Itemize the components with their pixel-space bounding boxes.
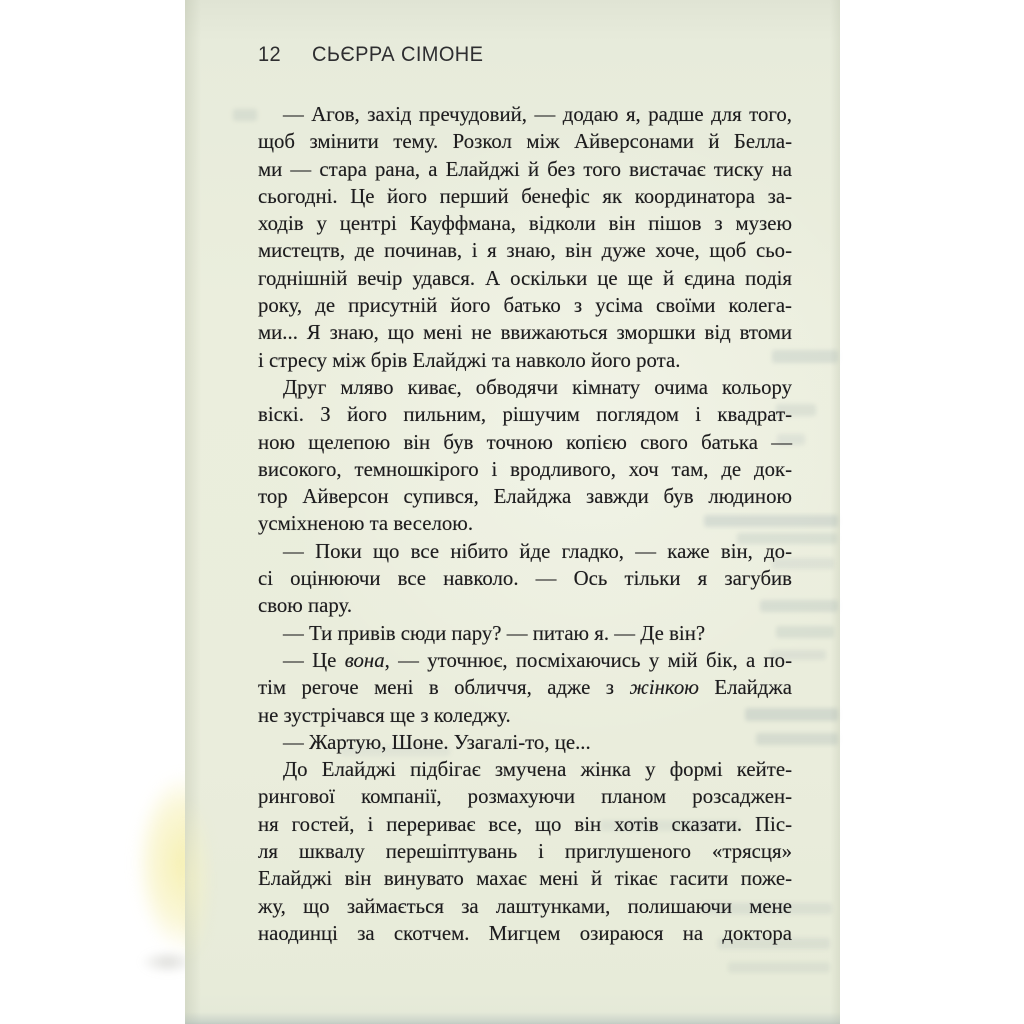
page-bottom-edge (185, 1012, 840, 1024)
book-page (185, 0, 840, 1024)
text-line: годнішній вечір удався. А оскільки це ще й єдина подія (258, 266, 792, 290)
text-line: сі оцінюючи все навколо. — Ось тільки я загубив (258, 567, 792, 591)
text-line: мистецтв, де починав, і я знаю, він дуже хоче, щоб сьо- (258, 239, 792, 263)
text-line: усміхненою та веселою. (258, 512, 474, 536)
light-reflection-on-page (185, 775, 237, 985)
paragraph (258, 756, 792, 947)
text-line: — Поки що все нібито йде гладко, — каже він, до- (283, 539, 792, 563)
text-line: свою пару. (258, 594, 353, 618)
text-line: Елайджі він винувато махає мені й тікає гасити поже- (258, 867, 792, 891)
page-number: 12 (258, 43, 282, 67)
paragraph (258, 374, 792, 538)
paragraph (258, 101, 792, 374)
text-line: — Жартую, Шоне. Узагалі-то, це... (283, 730, 591, 754)
text-line: не зустрічався ще з коледжу. (258, 703, 511, 727)
text-line: високого, темношкірого і вродливого, хоч там, де док- (258, 457, 792, 481)
page-header (258, 44, 483, 68)
text-line: ня гостей, і перериває все, що він хотів сказати. Піс- (258, 812, 792, 836)
text-line: ходів у центрі Кауффмана, відколи він пішов з музею (258, 212, 792, 236)
text-line: щоб змінити тему. Розкол між Айверсонами й Белла- (258, 130, 792, 154)
text-line: року, де присутній його батько з усіма своїми колега- (258, 294, 792, 318)
text-line: — Це вона, — уточнює, посміхаючись у мій бік, а по- (283, 648, 792, 672)
text-line: тор Айверсон супився, Елайджа завжди був людиною (258, 485, 792, 509)
text-block (258, 101, 792, 947)
text-line: До Елайджі підбігає змучена жінка у формі кейте- (283, 758, 792, 782)
text-line: — Ти привів сюди пару? — питаю я. — Де він? (283, 621, 706, 645)
paragraph (258, 647, 792, 729)
paragraph (258, 538, 792, 620)
text-line: ми — стара рана, а Елайджі й без того вистачає тиску на (258, 157, 792, 181)
text-line: жу, що займається за лаштунками, полишаючи мене (258, 894, 792, 918)
text-line: ля шквалу перешіптувань і приглушеного «трясця» (258, 840, 792, 864)
text-line: ною щелепою він був точною копією свого батька — (258, 430, 792, 454)
text-line: Друг мляво киває, обводячи кімнату очима кольору (283, 375, 792, 399)
text-line: сьогодні. Це його перший бенефіс як координатора за- (258, 184, 792, 208)
text-line: наодинці за скотчем. Мигцем озираюся на доктора (258, 921, 792, 945)
showthrough-mark (728, 962, 830, 973)
paragraph (258, 620, 792, 647)
text-line: і стресу між брів Елайджі та навколо його рота. (258, 348, 681, 372)
text-line: тім регоче мені в обличчя, адже з жінкою Елайджа (258, 676, 792, 700)
text-line: — Агов, захід пречудовий, — додаю я, радше для того, (283, 103, 792, 126)
showthrough-mark (233, 109, 257, 121)
text-line: ми... Я знаю, що мені не ввижаються зморшки від втоми (258, 321, 792, 345)
text-line: віскі. З його пильним, рішучим поглядом і квадрат- (258, 403, 792, 427)
running-title: СЬЄРРА СІМОНЕ (312, 43, 484, 67)
text-line: рингової компанії, розмахуючи планом розсаджен- (258, 785, 792, 809)
paragraph (258, 729, 792, 756)
